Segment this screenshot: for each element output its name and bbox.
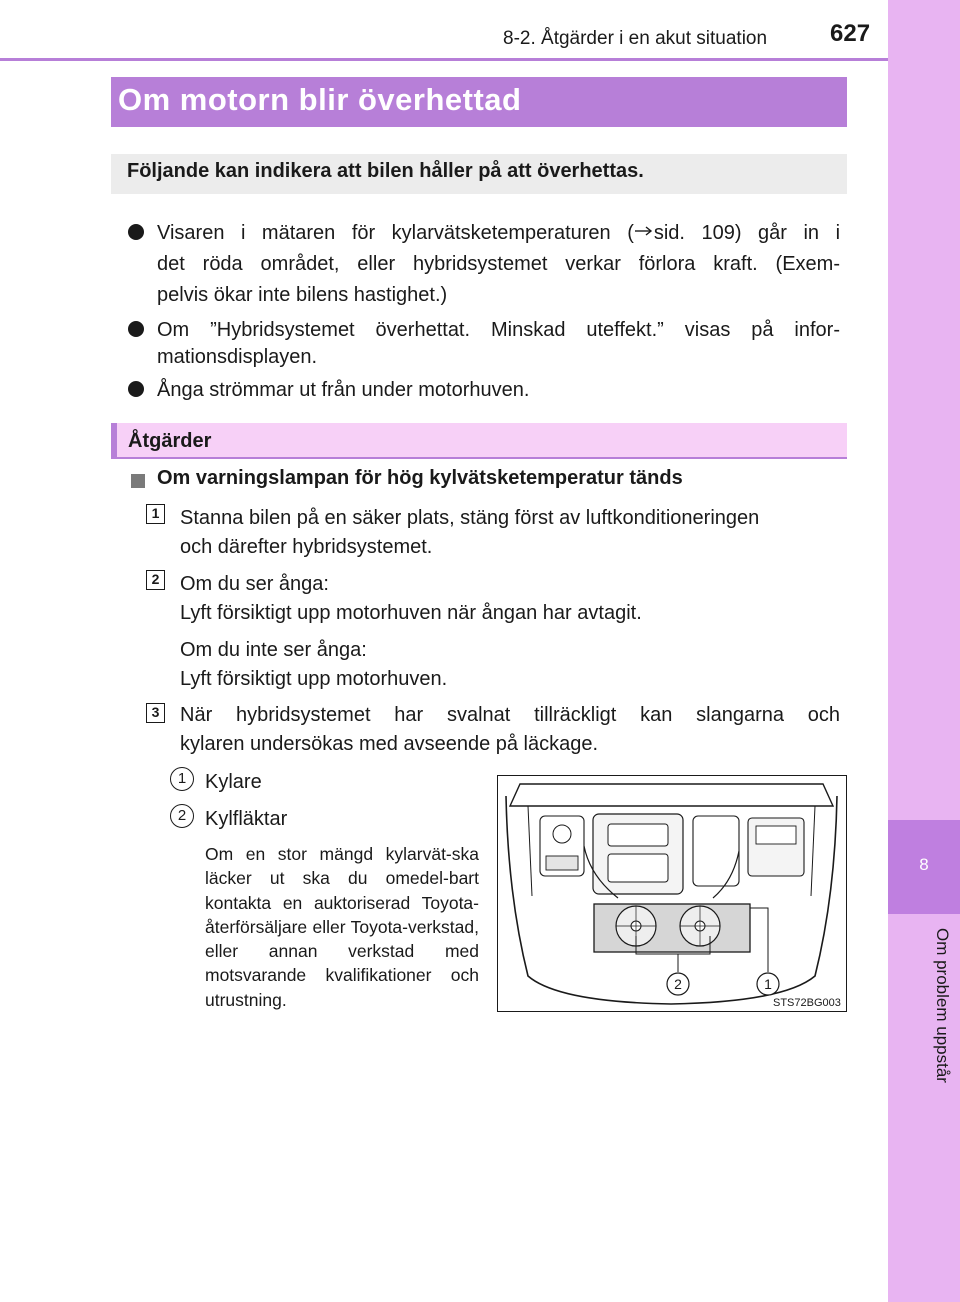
step-line: Lyft försiktigt upp motorhuven. (180, 668, 448, 690)
engine-bay-illustration (497, 775, 847, 1012)
figure-callout-2: 2 (674, 976, 682, 992)
bullet-line: Ånga strömmar ut från under motorhuven. (157, 379, 530, 401)
bullet-line: det röda området, eller hybridsystemet verkar förlora kraft. (Exem- (157, 253, 840, 275)
component-number-circle: 2 (170, 804, 194, 828)
step-number-box: 2 (146, 570, 165, 590)
bullet-line: Om ”Hybridsystemet överhettat. Minskad uteffekt.” visas på infor- (157, 319, 840, 341)
engine-bay-drawing (498, 776, 845, 1010)
step-line: Om du ser ånga: (180, 573, 329, 595)
step-line: och därefter hybridsystemet. (180, 536, 433, 558)
header-rule (0, 58, 888, 61)
chapter-number: 8 (919, 855, 929, 874)
arrow-right-icon (634, 225, 654, 237)
page-number: 627 (830, 20, 871, 47)
warning-heading: Om varningslampan för hög kylvätsketemperatur tänds (157, 467, 683, 489)
bullet-dot (128, 381, 144, 397)
page-title: Om motorn blir överhettad (118, 82, 522, 117)
component-number-circle: 1 (170, 767, 194, 791)
component-label: Kylfläktar (205, 808, 288, 830)
square-bullet (131, 474, 145, 488)
step-line: Stanna bilen på en säker plats, stäng först av luftkonditioneringen (180, 507, 760, 529)
bullet-dot (128, 321, 144, 337)
bullet-line: pelvis ökar inte bilens hastighet.) (157, 284, 448, 306)
figure-callout-1: 1 (764, 976, 772, 992)
component-label: Kylare (205, 771, 262, 793)
bullet-line: mationsdisplayen. (157, 346, 318, 368)
step-line: kylaren undersökas med avseende på läckage. (180, 733, 599, 755)
bullet-dot (128, 224, 144, 240)
step-number-box: 3 (146, 703, 165, 723)
intro-text: Följande kan indikera att bilen håller på att överhettas. (127, 160, 644, 182)
bullet-line: Visaren i mätaren för kylarvätsketemperaturen ( sid. 109) går in i (157, 222, 841, 244)
subsection-accent (111, 423, 117, 459)
section-reference: 8-2. Åtgärder i en akut situation (503, 28, 768, 49)
figure-code: STS72BG003 (773, 997, 841, 1009)
step-number-box: 1 (146, 504, 165, 524)
subsection-bar (111, 423, 847, 459)
step-line: När hybridsystemet har svalnat tillräckligt kan slangarna och (180, 704, 840, 726)
leak-note: Om en stor mängd kylarvät-ska läcker ut ska du omedel-bart kontakta en auktoriserad Toyota-återförsäljare eller Toyota-verkstad, eller annan verkstad med motsvarande kvalifikationer och utrustning. (205, 844, 479, 1010)
step-line: Lyft försiktigt upp motorhuven när ångan har avtagit. (180, 602, 642, 624)
chapter-title: Om problem uppstår (933, 928, 952, 1083)
step-line: Om du inte ser ånga: (180, 639, 367, 661)
subsection-title: Åtgärder (128, 430, 212, 452)
